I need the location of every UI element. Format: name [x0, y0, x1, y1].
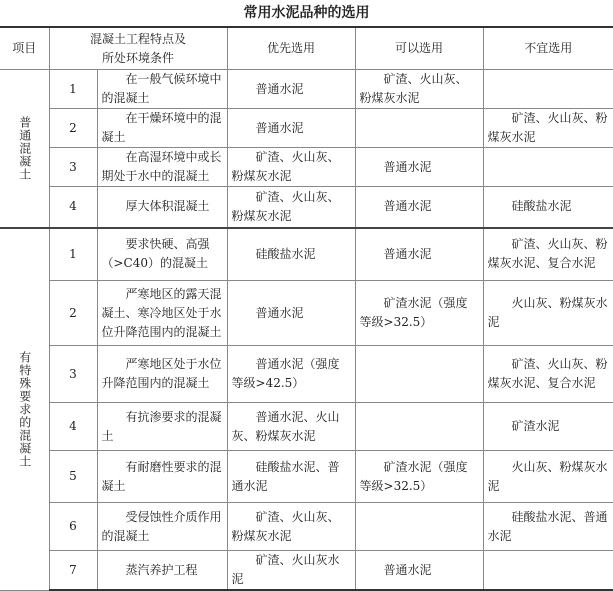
acceptable-cell: 矿渣、火山灰、粉煤灰水泥 — [355, 70, 483, 109]
row-number: 1 — [49, 228, 97, 281]
row-number: 6 — [49, 503, 97, 551]
table-row — [0, 70, 613, 109]
row-number: 4 — [49, 187, 97, 228]
header-preferred: 优先选用 — [227, 27, 355, 70]
preferred-cell: 矿渣、火山灰、粉煤灰水泥 — [227, 148, 355, 187]
table-row — [0, 281, 613, 346]
condition-cell: 蒸汽养护工程 — [97, 551, 227, 591]
acceptable-cell: 普通水泥 — [355, 228, 483, 281]
table-row — [0, 228, 613, 281]
acceptable-cell — [355, 346, 483, 403]
preferred-cell: 硅酸盐水泥 — [227, 228, 355, 281]
condition-cell: 要求快硬、高强（>C40）的混凝土 — [97, 228, 227, 281]
table-row — [0, 187, 613, 228]
condition-cell: 在干燥环境中的混凝土 — [97, 109, 227, 148]
acceptable-cell: 普通水泥 — [355, 551, 483, 591]
row-number: 7 — [49, 551, 97, 591]
preferred-cell: 硅酸盐水泥、普通水泥 — [227, 451, 355, 503]
condition-cell: 厚大体积混凝土 — [97, 187, 227, 228]
acceptable-cell — [355, 109, 483, 148]
unsuitable-cell — [483, 148, 613, 187]
preferred-cell: 矿渣、火山灰、粉煤灰水泥 — [227, 503, 355, 551]
preferred-cell: 普通水泥 — [227, 281, 355, 346]
acceptable-cell: 矿渣水泥（强度等级>32.5） — [355, 281, 483, 346]
unsuitable-cell: 矿渣、火山灰、粉煤灰水泥、复合水泥 — [483, 228, 613, 281]
header-unsuitable: 不宜选用 — [483, 27, 613, 70]
unsuitable-cell — [483, 551, 613, 591]
table-row — [0, 451, 613, 503]
table-row — [0, 109, 613, 148]
table-title: 常用水泥品种的选用 — [243, 5, 370, 21]
table-row — [0, 148, 613, 187]
row-number: 5 — [49, 451, 97, 503]
header-condition: 混凝土工程特点及所处环境条件 — [49, 27, 227, 70]
header-row — [0, 27, 613, 70]
row-number: 1 — [49, 70, 97, 109]
condition-cell: 严寒地区的露天混凝土、寒冷地区处于水位升降范围内的混凝土 — [97, 281, 227, 346]
row-number: 4 — [49, 403, 97, 451]
condition-cell: 在一般气候环境中的混凝土 — [97, 70, 227, 109]
acceptable-cell — [355, 403, 483, 451]
category-cell: 普通混凝土 — [0, 70, 49, 228]
row-number: 2 — [49, 109, 97, 148]
category-cell: 有特殊要求的混凝土 — [0, 228, 49, 591]
unsuitable-cell: 矿渣、火山灰、粉煤灰水泥 — [483, 109, 613, 148]
condition-cell: 有抗渗要求的混凝土 — [97, 403, 227, 451]
condition-cell: 严寒地区处于水位升降范围内的混凝土 — [97, 346, 227, 403]
cement-selection-table — [0, 26, 613, 591]
unsuitable-cell: 矿渣、火山灰、粉煤灰水泥、复合水泥 — [483, 346, 613, 403]
preferred-cell: 普通水泥、火山灰、粉煤灰水泥 — [227, 403, 355, 451]
condition-cell: 受侵蚀性介质作用的混凝土 — [97, 503, 227, 551]
table-row — [0, 346, 613, 403]
unsuitable-cell: 硅酸盐水泥、普通水泥 — [483, 503, 613, 551]
table-row — [0, 503, 613, 551]
header-item: 项目 — [0, 27, 49, 70]
row-number: 3 — [49, 148, 97, 187]
acceptable-cell — [355, 503, 483, 551]
acceptable-cell: 普通水泥 — [355, 148, 483, 187]
unsuitable-cell: 火山灰、粉煤灰水泥 — [483, 281, 613, 346]
preferred-cell: 普通水泥 — [227, 109, 355, 148]
acceptable-cell: 普通水泥 — [355, 187, 483, 228]
row-number: 3 — [49, 346, 97, 403]
preferred-cell: 普通水泥 — [227, 70, 355, 109]
preferred-cell: 矿渣、火山灰水泥 — [227, 551, 355, 591]
preferred-cell: 矿渣、火山灰、粉煤灰水泥 — [227, 187, 355, 228]
condition-cell: 有耐磨性要求的混凝土 — [97, 451, 227, 503]
unsuitable-cell — [483, 70, 613, 109]
table-row — [0, 551, 613, 591]
unsuitable-cell: 火山灰、粉煤灰水泥 — [483, 451, 613, 503]
header-acceptable: 可以选用 — [355, 27, 483, 70]
row-number: 2 — [49, 281, 97, 346]
unsuitable-cell: 硅酸盐水泥 — [483, 187, 613, 228]
preferred-cell: 普通水泥（强度等级>42.5） — [227, 346, 355, 403]
condition-cell: 在高湿环境中或长期处于水中的混凝土 — [97, 148, 227, 187]
acceptable-cell: 矿渣水泥（强度等级>32.5） — [355, 451, 483, 503]
unsuitable-cell: 矿渣水泥 — [483, 403, 613, 451]
table-row — [0, 403, 613, 451]
